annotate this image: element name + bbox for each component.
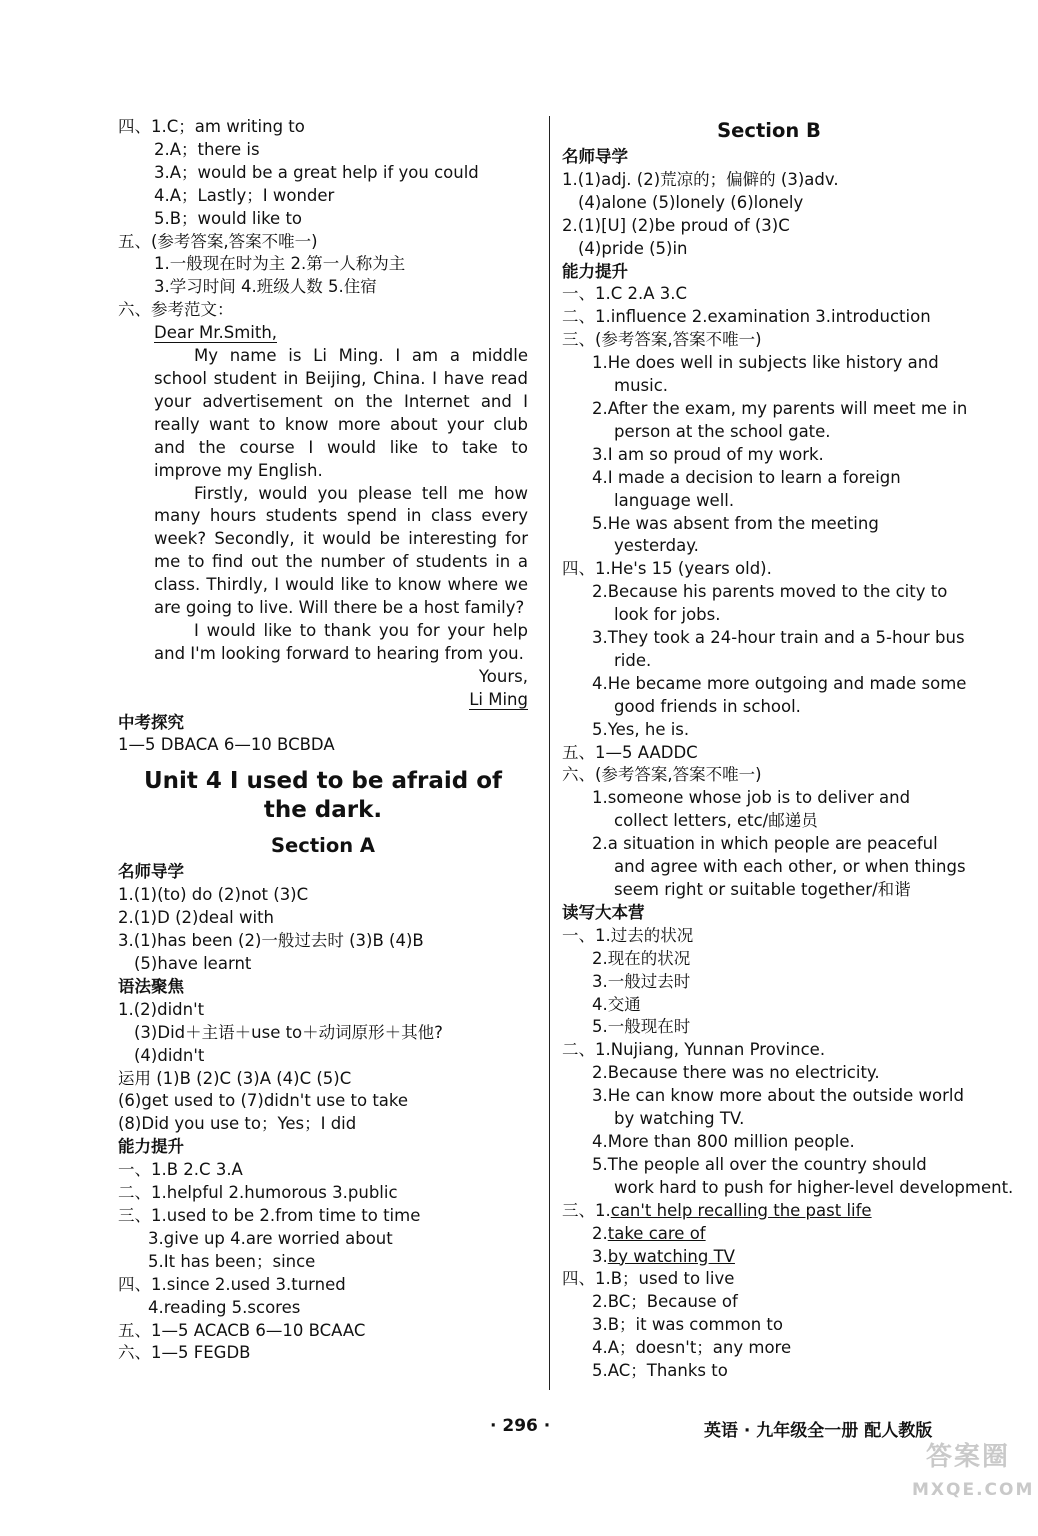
answer-line xyxy=(562,1246,976,1269)
answer-line: 2.(1)[U] (2)be proud of (3)C xyxy=(562,215,790,235)
answer-continuation: (4)pride (5)in xyxy=(578,238,688,258)
answer-line: 六、参考范文： xyxy=(118,300,234,320)
answer-continuation: seem right or suitable together/和谐 xyxy=(614,880,911,899)
letter-closing: Yours, xyxy=(478,666,528,686)
answer-line: 四、1.B；used to live xyxy=(562,1269,735,1289)
answer-continuation: ride. xyxy=(614,650,652,670)
answer-continuation: music. xyxy=(614,376,669,396)
answer-continuation: good friends in school. xyxy=(614,696,801,716)
answer-continuation: (4)alone (5)lonely (6)lonely xyxy=(578,192,804,212)
answer-line xyxy=(562,1223,976,1246)
answer-line: 三、1.used to be 2.from time to time xyxy=(118,1205,421,1225)
answer-line: 四、1.since 2.used 3.turned xyxy=(118,1274,346,1294)
answer-line: 3.B；it was common to xyxy=(592,1315,783,1335)
answer-continuation: collect letters, etc/邮递员 xyxy=(614,811,818,831)
salutation-text: Dear Mr.Smith, xyxy=(154,323,278,343)
answer-line: 1—5 DBACA 6—10 BCBDA xyxy=(118,735,335,755)
answer-line: 四、1.He's 15 (years old). xyxy=(562,559,772,579)
answer-line: 运用 (1)B (2)C (3)A (4)C (5)C xyxy=(118,1068,352,1088)
underlined-answer: by watching TV xyxy=(607,1246,735,1266)
underlined-answer: can't help recalling the past life xyxy=(610,1200,872,1220)
watermark-domain: MXQE.COM xyxy=(912,1480,1035,1500)
answer-line: 五、1—5 AADDC xyxy=(562,742,698,762)
unit-title: the dark. xyxy=(263,797,383,824)
answer-line: (8)Did you use to；Yes；I did xyxy=(118,1114,357,1134)
answer-line: 3.学习时间 4.班级人数 5.住宿 xyxy=(154,277,377,297)
section-heading: Section A xyxy=(271,834,375,858)
answer-line: 四、1.C；am writing to xyxy=(118,117,305,136)
answer-line: 5.一般现在时 xyxy=(592,1017,691,1037)
unit-title: Unit 4 I used to be afraid of xyxy=(143,768,503,795)
answer-line: 3.He can know more about the outside world xyxy=(592,1086,964,1106)
answer-line: 六、1—5 FEGDB xyxy=(118,1343,251,1363)
answer-line: 3.give up 4.are worried about xyxy=(148,1228,393,1248)
watermark-text: 答案圈 xyxy=(925,1442,1010,1472)
answer-line: 5.The people all over the country should xyxy=(592,1154,927,1174)
answer-line: 1.一般现在时为主 2.第一人称为主 xyxy=(154,254,406,274)
answer-line: 2.a situation in which people are peaceful xyxy=(592,834,938,854)
answer-line: 4.A；Lastly；I wonder xyxy=(154,185,335,205)
answer-line: 2.BC；Because of xyxy=(592,1292,738,1312)
subsection-heading: 名师导学 xyxy=(118,862,184,882)
letter-paragraph: I would like to thank you for your help and I'm looking forward to hearing from you. xyxy=(154,620,528,663)
answer-line: 1.(1)(to) do (2)not (3)C xyxy=(118,885,309,905)
answer-line: 1.He does well in subjects like history and xyxy=(592,353,939,373)
answer-line: 2.A；there is xyxy=(154,139,260,159)
answer-line: 二、1.helpful 2.humorous 3.public xyxy=(118,1183,398,1203)
subsection-heading: 能力提升 xyxy=(562,261,628,281)
answer-line: 3.一般过去时 xyxy=(592,971,691,991)
left-column xyxy=(118,116,528,1365)
section-heading: Section B xyxy=(717,119,821,142)
answer-line: 2.After the exam, my parents will meet me in xyxy=(592,398,968,418)
answer-number: 3. xyxy=(592,1246,608,1266)
answer-number: 三、1. xyxy=(562,1200,611,1220)
answer-continuation: (4)didn't xyxy=(134,1045,205,1065)
answer-line: 3.I am so proud of my work. xyxy=(592,444,824,464)
answer-line: 5.Yes, he is. xyxy=(592,719,690,739)
answer-line: 二、1.influence 2.examination 3.introduction xyxy=(562,307,931,327)
answer-line: 4.I made a decision to learn a foreign xyxy=(592,467,901,487)
answer-continuation: by watching TV. xyxy=(614,1109,745,1129)
answer-line: 3.They took a 24-hour train and a 5-hour bus xyxy=(592,628,965,648)
answer-line: 五、1—5 ACACB 6—10 BCAAC xyxy=(118,1320,366,1340)
answer-line: 5.He was absent from the meeting xyxy=(592,513,879,533)
answer-line: 2.(1)D (2)deal with xyxy=(118,908,275,928)
answer-line xyxy=(562,1200,976,1223)
subsection-heading: 名师导学 xyxy=(562,147,628,166)
letter-paragraph: My name is Li Ming. I am a middle school student in Beijing, China. I have read your advertisement on the Internet and I really want to know more about your club and the course I would like to take to improve my English. xyxy=(154,346,528,480)
subsection-heading: 中考探究 xyxy=(118,712,184,732)
answer-line: 4.reading 5.scores xyxy=(148,1297,301,1317)
watermark-logo xyxy=(912,1436,1035,1532)
signature-text: Li Ming xyxy=(469,689,528,709)
answer-line: 5.It has been；since xyxy=(148,1251,316,1271)
answer-number: 2. xyxy=(592,1223,608,1243)
letter-signature xyxy=(118,689,528,712)
answer-line: 1.(2)didn't xyxy=(118,999,205,1019)
letter-paragraph: Firstly, would you please tell me how many hours students spend in class every week? Secondly, it would be interesting for me to find out the number of students in a class. Thirdly, I would like to know where we are going to live. Will there be a host family? xyxy=(154,483,528,618)
answer-line: 2.Because his parents moved to the city to xyxy=(592,582,948,602)
answer-line: 5.B；would like to xyxy=(154,208,303,228)
answer-continuation: language well. xyxy=(614,490,735,510)
answer-continuation: person at the school gate. xyxy=(614,421,831,441)
answer-line: 4.He became more outgoing and made some xyxy=(592,673,967,693)
answer-line: 三、(参考答案,答案不唯一) xyxy=(562,330,762,350)
answer-line: 二、1.Nujiang, Yunnan Province. xyxy=(562,1040,826,1060)
answer-line: 一、1.过去的状况 xyxy=(562,925,694,945)
answer-continuation: (3)Did＋主语＋use to＋动词原形＋其他? xyxy=(134,1022,443,1042)
answer-line: 3.A；would be a great help if you could xyxy=(154,162,479,182)
answer-continuation: work hard to push for higher-level development. xyxy=(614,1177,1014,1197)
right-column xyxy=(562,116,1014,1383)
answer-line: 5.AC；Thanks to xyxy=(592,1361,728,1381)
answer-line: 六、(参考答案,答案不唯一) xyxy=(562,765,762,785)
answer-continuation: and agree with each other, or when things xyxy=(614,857,966,877)
answer-line: 4.交通 xyxy=(592,994,641,1014)
answer-line: 一、1.C 2.A 3.C xyxy=(562,284,688,304)
subsection-heading: 读写大本营 xyxy=(562,902,645,922)
answer-continuation: yesterday. xyxy=(614,536,699,556)
underlined-answer: take care of xyxy=(607,1223,706,1243)
answer-line: 一、1.B 2.C 3.A xyxy=(118,1160,243,1180)
answer-line: 1.someone whose job is to deliver and xyxy=(592,788,911,808)
subsection-heading: 能力提升 xyxy=(118,1137,184,1157)
answer-continuation: look for jobs. xyxy=(614,605,721,625)
answer-line: 2.Because there was no electricity. xyxy=(592,1063,880,1083)
answer-line: 3.(1)has been (2)一般过去时 (3)B (4)B xyxy=(118,931,424,951)
subsection-heading: 语法聚焦 xyxy=(118,976,184,996)
answer-line: 五、(参考答案,答案不唯一) xyxy=(118,231,318,251)
answer-line: 1.(1)adj. (2)荒凉的；偏僻的 (3)adv. xyxy=(562,169,839,189)
answer-line: (6)get used to (7)didn't use to take xyxy=(118,1091,409,1111)
answer-line: 2.现在的状况 xyxy=(592,948,691,968)
letter-salutation xyxy=(118,322,528,345)
answer-continuation: (5)have learnt xyxy=(134,954,252,973)
answer-line: 4.More than 800 million people. xyxy=(592,1131,855,1151)
book-title: 英语 · 九年级全一册 配人教版 xyxy=(704,1421,933,1441)
answer-line: 4.A；doesn't；any more xyxy=(592,1338,792,1358)
page-number: · 296 · xyxy=(490,1416,551,1436)
column-divider xyxy=(549,116,550,1390)
